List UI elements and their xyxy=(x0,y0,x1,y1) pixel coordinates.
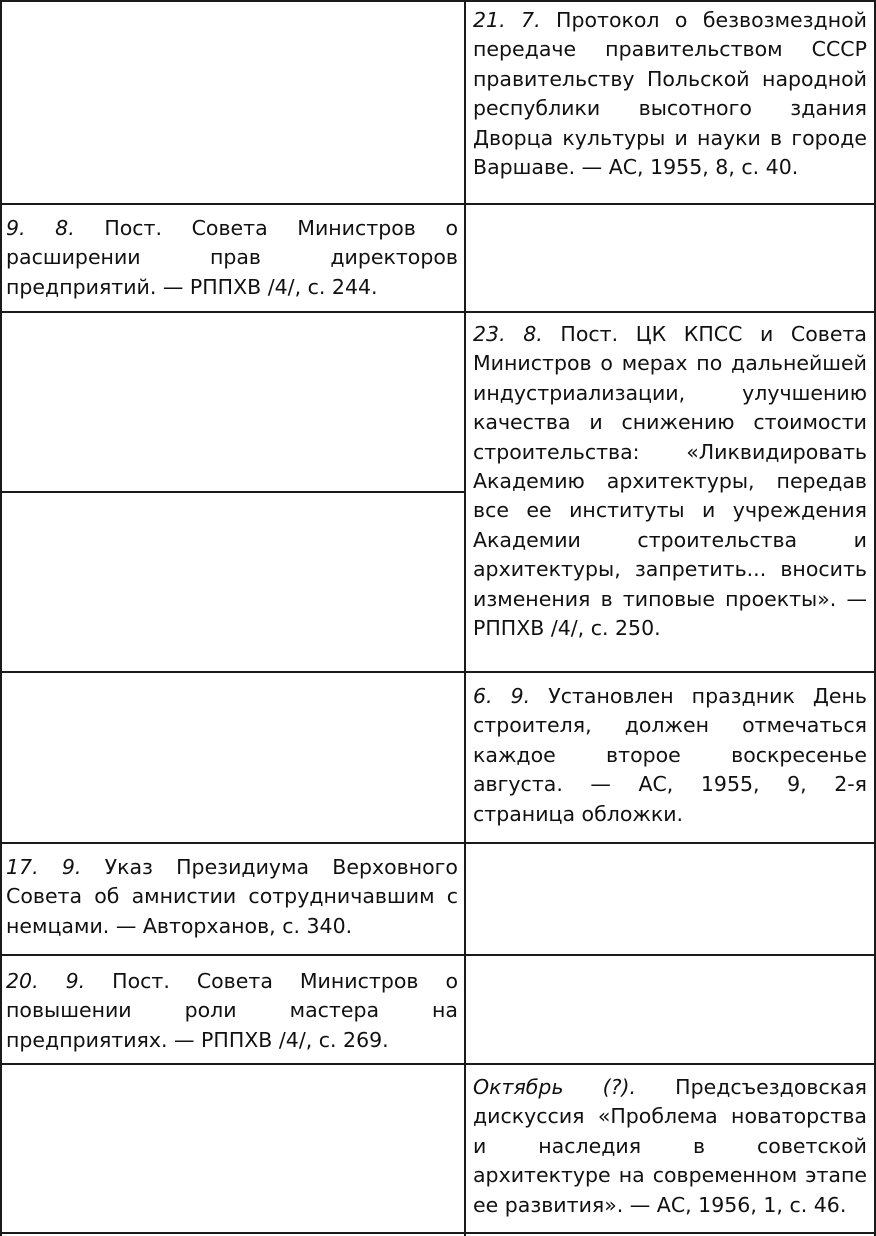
table-row xyxy=(473,682,867,829)
table-row xyxy=(6,967,458,1055)
entry-text: Указ Президиума Верховного Совета об амнистии сотрудничавшим с немцами. — Авторханов, с. 340. xyxy=(6,855,458,938)
entry-text: Пост. Совета Министров о повышении роли мастера на предприятиях. — РППХВ /4/, с. 269. xyxy=(6,969,458,1052)
entry-date: 6. 9. xyxy=(473,684,531,708)
table-border-left xyxy=(0,0,2,1236)
entry-date: 21. 7. xyxy=(473,8,541,32)
row-divider xyxy=(0,671,876,673)
table-row xyxy=(473,6,867,182)
entry-text: Протокол о безвозмездной передаче правительством СССР правительству Польской народной республики высотного здания Дворца культуры и науки в городе Варшаве. — АС, 1955, 8, с. 40. xyxy=(473,8,867,180)
entry-date: Октябрь (?). xyxy=(473,1075,637,1099)
row-divider xyxy=(0,1063,876,1065)
table-border-bottom xyxy=(0,1232,876,1234)
row-divider-left xyxy=(0,491,465,493)
entry-date: 20. 9. xyxy=(6,969,86,993)
table-border-top xyxy=(0,0,876,2)
table-row xyxy=(6,853,458,941)
row-divider xyxy=(0,954,876,956)
table-row xyxy=(473,1073,867,1220)
row-divider xyxy=(0,203,876,205)
row-divider xyxy=(0,311,876,313)
table-row xyxy=(473,320,867,643)
table-row xyxy=(6,214,458,302)
entry-date: 17. 9. xyxy=(6,855,82,879)
column-divider xyxy=(464,0,466,1236)
entry-text: Пост. ЦК КПСС и Совета Министров о мерах по дальнейшей индустриализации, улучшению качества и снижению стоимости строительства: «Ликвидировать Академию архитектуры, передав все ее институты и учреждения Академии строительства и архитектуры, запретить... вносить изменения в типовые проекты». — РППХВ /4/, с. 250. xyxy=(473,322,867,641)
entry-text: Установлен праздник День строителя, должен отмечаться каждое второе воскресенье августа. — АС, 1955, 9, 2-я страница обложки. xyxy=(473,684,867,826)
entry-text: Предсъездовская дискуссия «Проблема новаторства и наследия в советской архитектуре на современном этапе ее развития». — АС, 1956, 1, с. 46. xyxy=(473,1075,867,1217)
entry-text: Пост. Совета Министров о расширении прав директоров предприятий. — РППХВ /4/, с. 244. xyxy=(6,216,458,299)
entry-date: 23. 8. xyxy=(473,322,543,346)
row-divider xyxy=(0,842,876,844)
entry-date: 9. 8. xyxy=(6,216,75,240)
